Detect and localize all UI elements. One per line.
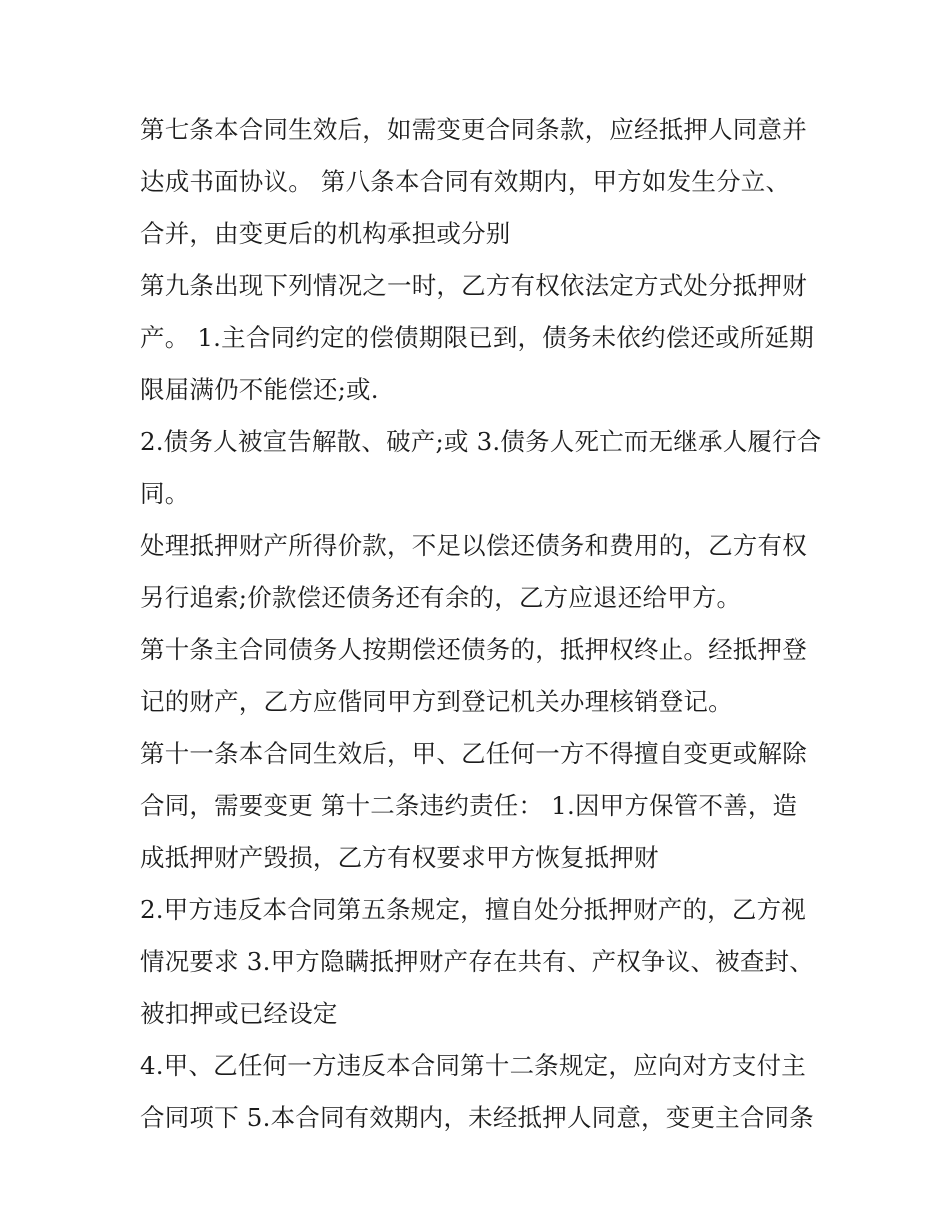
text-line: 2.债务人被宣告解散、破产;或 3.债务人死亡而无继承人履行合 — [140, 427, 822, 456]
text-line: 记的财产，乙方应偕同甲方到登记机关办理核销登记。 — [140, 687, 733, 716]
text-line: 2.甲方违反本合同第五条规定，擅自处分抵押财产的，乙方视 — [140, 895, 806, 924]
text-line: 成抵押财产毁损，乙方有权要求甲方恢复抵押财 — [140, 843, 659, 872]
text-line: 产。 1.主合同约定的偿债期限已到，债务未依约偿还或所延期 — [140, 323, 814, 352]
text-line: 处理抵押财产所得价款，不足以偿还债务和费用的，乙方有权 — [140, 531, 807, 560]
text-line: 同。 — [140, 479, 190, 508]
text-line: 达成书面协议。 第八条本合同有效期内，甲方如发生分立、 — [140, 167, 791, 196]
text-line: 合并，由变更后的机构承担或分别 — [140, 219, 511, 248]
text-line: 被扣押或已经设定 — [140, 999, 338, 1028]
text-line: 另行追索;价款偿还债务还有余的，乙方应退还给甲方。 — [140, 583, 742, 612]
text-line: 第七条本合同生效后，如需变更合同条款，应经抵押人同意并 — [140, 115, 807, 144]
text-line: 情况要求 3.甲方隐瞒抵押财产存在共有、产权争议、被查封、 — [140, 947, 814, 976]
document-body — [140, 104, 820, 1144]
text-line: 合同项下 5.本合同有效期内，未经抵押人同意，变更主合同条 — [140, 1103, 814, 1132]
text-line: 第十条主合同债务人按期偿还债务的，抵押权终止。经抵押登 — [140, 635, 807, 664]
text-line: 第十一条本合同生效后，甲、乙任何一方不得擅自变更或解除 — [140, 739, 807, 768]
text-line: 合同，需要变更 第十二条违约责任： 1.因甲方保管不善，造 — [140, 791, 798, 820]
text-line: 第九条出现下列情况之一时，乙方有权依法定方式处分抵押财 — [140, 271, 807, 300]
text-line: 限届满仍不能偿还;或. — [140, 375, 379, 404]
text-line: 4.甲、乙任何一方违反本合同第十二条规定，应向对方支付主 — [140, 1051, 806, 1080]
